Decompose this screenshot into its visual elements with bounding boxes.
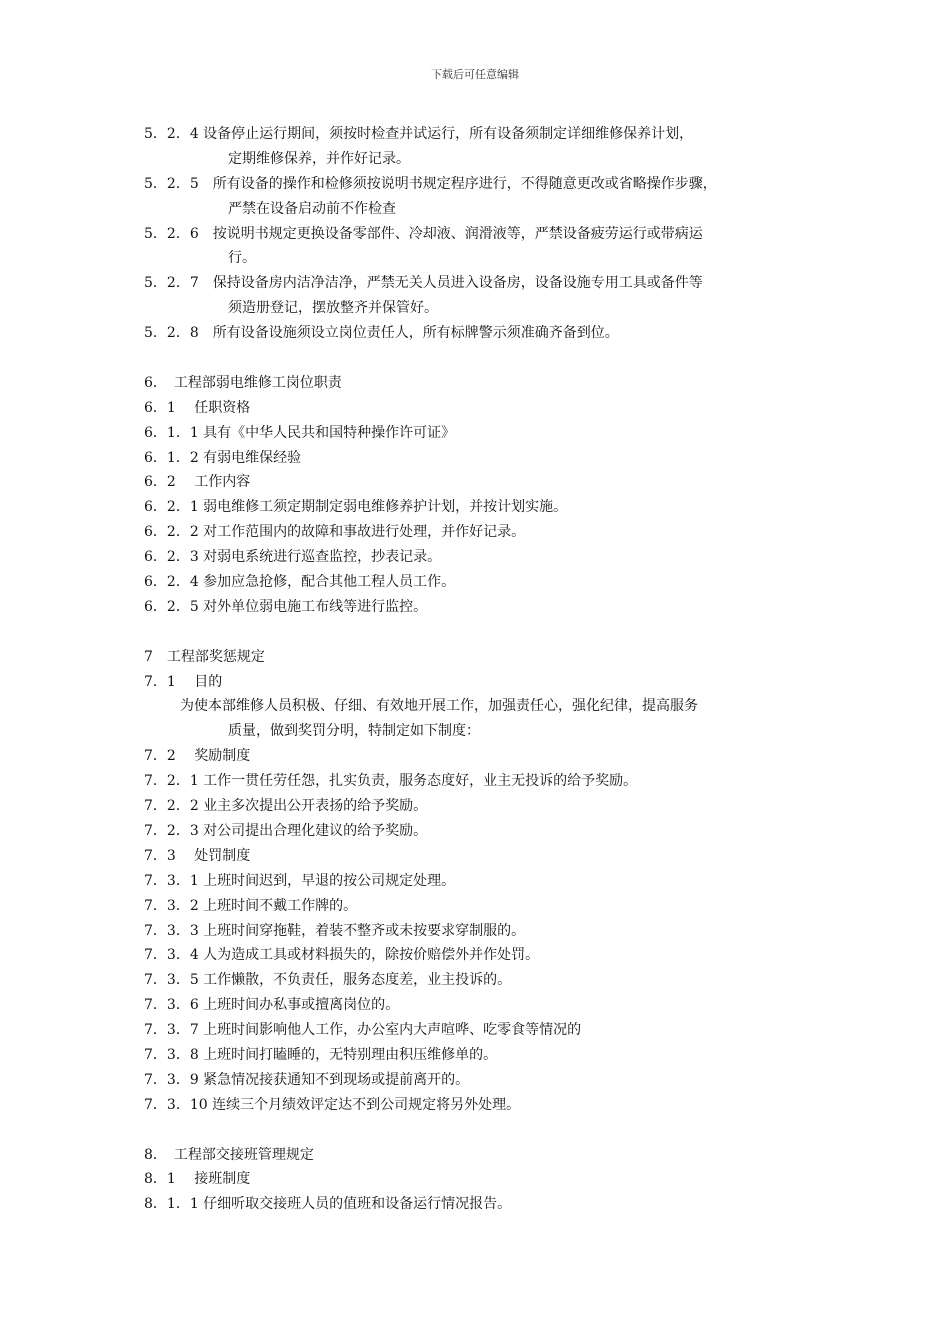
clause-6-1: 6．1 任职资格	[144, 399, 251, 416]
clause-7-2-1: 7．2．1 工作一贯任劳任怨，扎实负责，服务态度好，业主无投诉的给予奖励。	[144, 773, 638, 790]
spacer	[144, 346, 824, 371]
clause-7-3-3: 7．3．3 上班时间穿拖鞋，着装不整齐或未按要求穿制服的。	[144, 922, 526, 939]
clause-5-2-4: 5．2．4 设备停止运行期间，须按时检查并试运行，所有设备须制定详细维修保养计划，	[144, 126, 694, 142]
clause-6-1-1: 6．1．1 具有《中华人民共和国特种操作许可证》	[144, 424, 456, 441]
clause-5-2-5: 5．2．5 所有设备的操作和检修须按说明书规定程序进行，不得随意更改或省略操作步骤，	[144, 175, 717, 192]
section-6-heading: 6． 工程部弱电维修工岗位职责	[144, 374, 342, 391]
clause-7-3-6: 7．3．6 上班时间办私事或擅离岗位的。	[144, 997, 400, 1014]
clause-7-3-1: 7．3．1 上班时间迟到，早退的按公司规定处理。	[144, 872, 456, 889]
clause-6-2-3: 6．2．3 对弱电系统进行巡查监控，抄表记录。	[144, 549, 442, 566]
clause-5-2-7: 5．2．7 保持设备房内洁净洁净，严禁无关人员进入设备房，设备设施专用工具或备件等	[144, 275, 703, 292]
clause-5-2-6: 5．2．6 按说明书规定更换设备零部件、冷却液、润滑液等，严禁设备疲劳运行或带病运	[144, 225, 703, 242]
clause-7-3-9: 7．3．9 紧急情况接获通知不到现场或提前离开的。	[144, 1071, 470, 1088]
section-8-heading: 8． 工程部交接班管理规定	[144, 1146, 314, 1163]
clause-5-2-5-cont: 严禁在设备启动前不作检查	[228, 200, 396, 217]
clause-7-3: 7．3 处罚制度	[144, 847, 251, 864]
clause-7-3-4: 7．3．4 人为造成工具或材料损失的，除按价赔偿外并作处罚。	[144, 947, 540, 964]
clause-7-3-7: 7．3．7 上班时间影响他人工作，办公室内大声喧哗、吃零食等情况的	[144, 1022, 582, 1039]
clause-5-2-7-cont: 须造册登记，摆放整齐并保管好。	[228, 300, 438, 317]
clause-6-2-2: 6．2．2 对工作范围内的故障和事故进行处理，并作好记录。	[144, 524, 526, 541]
clause-7-2: 7．2 奖励制度	[144, 748, 251, 765]
clause-5-2-6-cont: 行。	[228, 250, 256, 267]
clause-8-1-1: 8．1．1 仔细听取交接班人员的值班和设备运行情况报告。	[144, 1196, 512, 1213]
clause-5-2-8: 5．2．8 所有设备设施须设立岗位责任人，所有标牌警示须准确齐备到位。	[144, 325, 619, 342]
clause-7-3-10: 7．3．10 连续三个月绩效评定达不到公司规定将另外处理。	[144, 1096, 521, 1113]
clause-7-3-8: 7．3．8 上班时间打瞌睡的，无特别理由积压维修单的。	[144, 1046, 498, 1063]
document-body	[144, 122, 824, 1217]
page-header: 下载后可任意编辑	[431, 68, 519, 81]
clause-7-3-5: 7．3．5 工作懒散，不负责任，服务态度差，业主投诉的。	[144, 972, 512, 989]
clause-6-2-5: 6．2．5 对外单位弱电施工布线等进行监控。	[144, 598, 428, 615]
clause-7-1: 7．1 目的	[144, 673, 223, 690]
clause-8-1: 8．1 接班制度	[144, 1171, 251, 1188]
section-7-heading: 7 工程部奖惩规定	[144, 648, 265, 665]
clause-6-1-2: 6．1．2 有弱电维保经验	[144, 449, 302, 466]
clause-7-2-3: 7．2．3 对公司提出合理化建议的给予奖励。	[144, 822, 428, 839]
clause-6-2-1: 6．2．1 弱电维修工须定期制定弱电维修养护计划，并按计划实施。	[144, 499, 568, 516]
clause-7-3-2: 7．3．2 上班时间不戴工作牌的。	[144, 897, 358, 914]
clause-7-2-2: 7．2．2 业主多次提出公开表扬的给予奖励。	[144, 798, 428, 815]
spacer	[144, 1118, 824, 1143]
clause-7-1-body-cont: 质量，做到奖罚分明，特制定如下制度：	[228, 723, 480, 740]
clause-5-2-4-cont: 定期维修保养，并作好记录。	[228, 150, 410, 167]
clause-6-2: 6．2 工作内容	[144, 474, 251, 491]
clause-7-1-body: 为使本部维修人员积极、仔细、有效地开展工作，加强责任心，强化纪律，提高服务	[180, 698, 698, 715]
spacer	[144, 620, 824, 645]
clause-6-2-4: 6．2．4 参加应急抢修，配合其他工程人员工作。	[144, 574, 456, 591]
